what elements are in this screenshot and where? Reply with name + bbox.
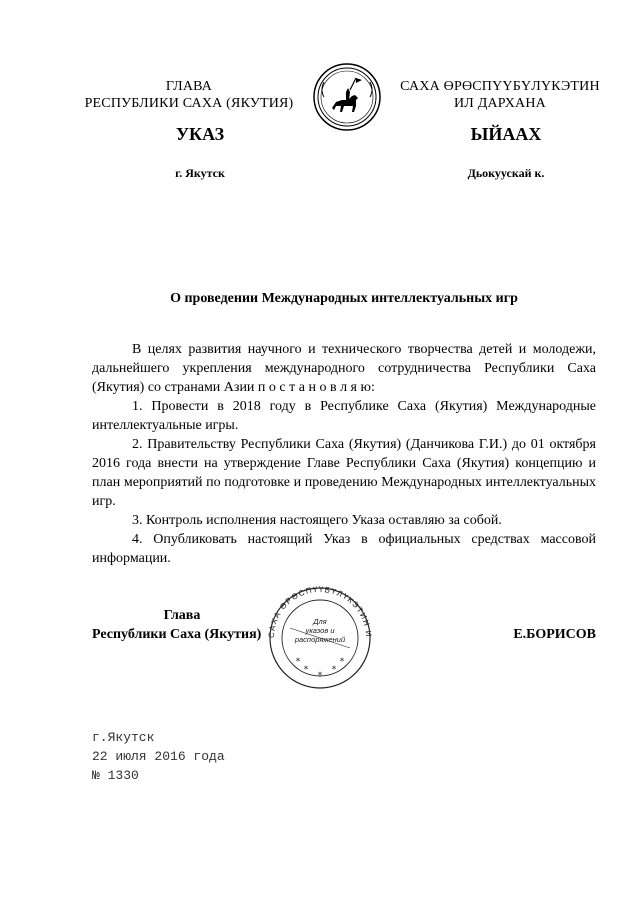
footer-date: 22 июля 2016 года xyxy=(92,749,225,764)
svg-text:*: * xyxy=(303,665,309,675)
document-body xyxy=(92,340,596,568)
item-2: 2. Правительству Республики Саха (Якутия) (Данчикова Г.И.) до 01 октября 2016 года внести на утверждение Главе Республики Саха (Якутия) концепцию и план мероприятий по подготовке и проведению Международных интеллектуальных игр. xyxy=(92,437,596,509)
coat-of-arms-emblem xyxy=(312,62,382,132)
svg-text:распоряжений: распоряжений xyxy=(294,635,346,644)
header-right-line1: САХА ӨРӨСПҮҮБҮЛҮКЭТИН xyxy=(400,79,600,94)
signature-title-line1: Глава xyxy=(163,608,201,623)
header-left-line1: ГЛАВА xyxy=(165,79,213,94)
header-right xyxy=(388,78,612,112)
svg-text:*: * xyxy=(339,657,345,667)
svg-text:*: * xyxy=(295,657,301,667)
header-left xyxy=(78,78,300,112)
preamble: В целях развития научного и технического творчества детей и молодежи, дальнейшего укрепления международного сотрудничества Республики Саха (Якутия) со странами Азии п о с т а н о в л я ю: xyxy=(92,342,596,395)
signature-title-line2: Республики Саха (Якутия) xyxy=(92,627,262,642)
footer-city: г.Якутск xyxy=(92,730,155,745)
official-seal-stamp xyxy=(258,580,382,690)
header-right-line2: ИЛ ДАРХАНА xyxy=(453,96,546,111)
item-4: 4. Опубликовать настоящий Указ в официальных средствах массовой информации. xyxy=(92,532,596,566)
doc-type-ru: УКАЗ xyxy=(175,124,225,144)
item-1: 1. Провести в 2018 году в Республике Саха (Якутия) Международные интеллектуальные игры. xyxy=(92,399,596,433)
city-ru: г. Якутск xyxy=(175,166,225,180)
document-title: О проведении Международных интеллектуальных игр xyxy=(170,291,518,306)
doc-type-sah: ЫЙААХ xyxy=(470,124,542,144)
svg-text:Для: Для xyxy=(313,617,327,626)
signatory-name: Е.БОРИСОВ xyxy=(513,627,596,642)
footer-number: № 1330 xyxy=(92,768,139,783)
svg-text:*: * xyxy=(331,665,337,675)
svg-text:указов и: указов и xyxy=(305,626,335,635)
svg-text:*: * xyxy=(317,671,323,681)
header-left-line2: РЕСПУБЛИКИ САХА (ЯКУТИЯ) xyxy=(84,96,294,111)
item-3: 3. Контроль исполнения настоящего Указа оставляю за собой. xyxy=(132,513,502,528)
city-sah: Дьокуускай к. xyxy=(467,166,545,180)
svg-text:САХА ӨРӨСПҮҮБҮЛҮКЭТИН ИЛ ДАРХА: САХА ӨРӨСПҮҮБҮЛҮКЭТИН И xyxy=(266,584,374,639)
